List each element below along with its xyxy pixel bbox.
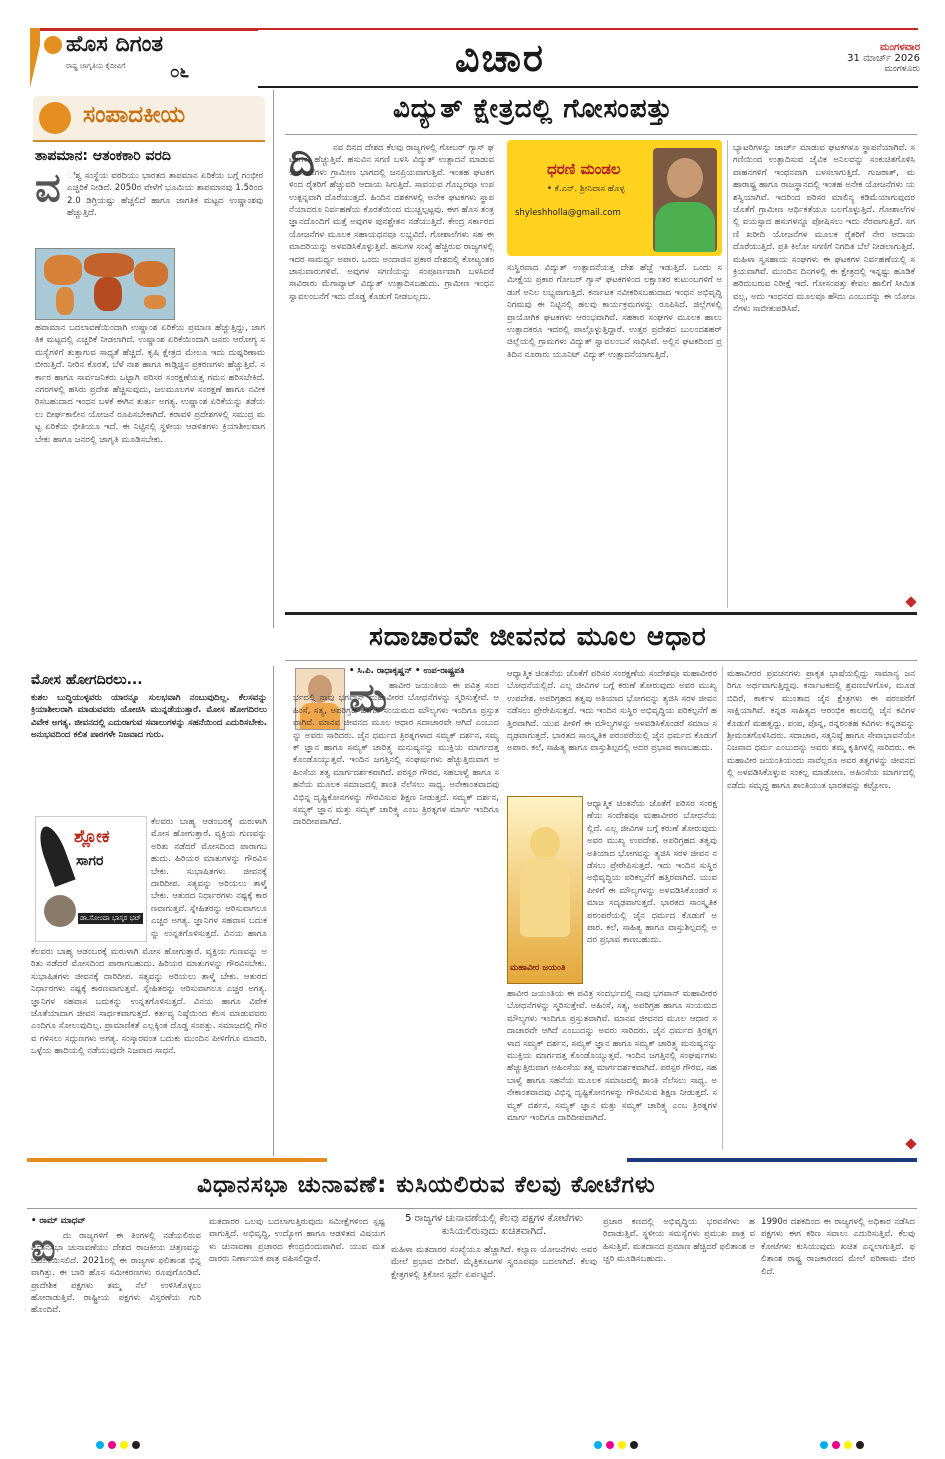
date-block bbox=[770, 42, 920, 74]
top-article-col1: ನವ ದಿನದ ದೇಶದ ಕೆಲವು ರಾಜ್ಯಗಳಲ್ಲಿ ಗೋಬರ್ ಗ್ಯಾಸ್ ಘಟಕಗಳು ಹೆಚ್ಚುತ್ತಿವೆ. ಹಸುವಿನ ಸಗಣಿ ಬಳಸಿ ವಿದ್ಯುತ್ ಉತ್ಪಾದನೆ ಮಾಡುವ ಯೋಜನೆಗಳು ಗ್ರಾಮೀಣ ಭಾಗದಲ್ಲಿ ಜನಪ್ರಿಯವಾಗುತ್ತಿವೆ. ಇಂತಹ ಘಟಕಗಳಿಂದ ರೈತರಿಗೆ ಹೆಚ್ಚುವರಿ ಆದಾಯ ಸಿಗುತ್ತಿದೆ. ಸಾವಯವ ಗೊಬ್ಬರವೂ ಉಪ ಉತ್ಪನ್ನವಾಗಿ ದೊರೆಯುತ್ತದೆ. ಹಿಂದಿನ ದಶಕಗಳಲ್ಲಿ ಅನೇಕ ಘಟಕಗಳು ಸ್ಥಾಪನೆಯಾದರೂ ನಿರ್ವಹಣೆಯ ಕೊರತೆಯಿಂದ ಮುಚ್ಚಲ್ಪಟ್ಟವು. ಈಗ ಹೊಸ ತಂತ್ರಜ್ಞಾನದೊಂದಿಗೆ ಮತ್ತೆ ಅವುಗಳ ಪುನಶ್ಚೇತನ ನಡೆಯುತ್ತಿದೆ. ಕೇಂದ್ರ ಸರ್ಕಾರದ ಯೋಜನೆಗಳ ಮೂಲಕ ಸಹಾಯಧನವೂ ಲಭ್ಯವಿದೆ. ಗೋಶಾಲೆಗಳು ಸಹ ಈ ಮಾದರಿಯನ್ನು ಅಳವಡಿಸಿಕೊಳ್ಳುತ್ತಿವೆ. ಹಸುಗಳ ಸಂಖ್ಯೆ ಹೆಚ್ಚಿರುವ ರಾಜ್ಯಗಳಲ್ಲಿ ಇದರ ಸಾಮರ್ಥ್ಯ ಅಪಾರ. ಒಂದು ಅಂದಾಜಿನ ಪ್ರಕಾರ ದೇಶದಲ್ಲಿ ಕೋಟ್ಯಂತರ ಜಾನುವಾರುಗಳಿವೆ. ಅವುಗಳ ಸಗಣಿಯನ್ನು ಸಂಪೂರ್ಣವಾಗಿ ಬಳಸಿದರೆ ಸಾವಿರಾರು ಮೆಗಾವ್ಯಾಟ್ ವಿದ್ಯುತ್ ಉತ್ಪಾದಿಸಬಹುದು. ಗ್ರಾಮೀಣ ಇಂಧನ ಸ್ವಾವಲಂಬನೆಗೆ ಇದು ದೊಡ್ಡ ಕೊಡುಗೆ ನೀಡಬಲ್ಲದು. bbox=[289, 143, 494, 302]
mahavira-image bbox=[507, 796, 583, 984]
left-column-body-side: ಕೆಲವರು ಬಾಹ್ಯ ಆಡಂಬರಕ್ಕೆ ಮರುಳಾಗಿ ಮೋಸ ಹೋಗುತ್ತಾರೆ. ವ್ಯಕ್ತಿಯ ಗುಣವನ್ನು ಅರಿತು ನಡೆದರೆ ಮೋಸದಿಂದ ಪಾರಾಗಬಹುದು. ಹಿರಿಯರ ಮಾತುಗಳನ್ನು ಗೌರವಿಸಬೇಕು. ಸುಭಾಷಿತಗಳು ಜೀವನಕ್ಕೆ ದಾರಿದೀಪ. ಸತ್ಯವನ್ನು ಅರಿಯಲು ತಾಳ್ಮೆ ಬೇಕು. ಆತುರದ ನಿರ್ಧಾರಗಳು ನಷ್ಟಕ್ಕೆ ಕಾರಣವಾಗುತ್ತವೆ. ಸ್ನೇಹಿತರನ್ನು ಆರಿಸುವಾಗಲೂ ಎಚ್ಚರ ಅಗತ್ಯ. ಜ್ಞಾನಿಗಳ ಸಹವಾಸ ಬದುಕನ್ನು ಉನ್ನತಗೊಳಿಸುತ್ತದೆ. ವಿನಯ ಹಾಗೂ bbox=[151, 817, 267, 939]
editorial-box bbox=[27, 90, 274, 628]
author-column-name: ಧರಣಿ ಮಂಡಲ bbox=[547, 160, 621, 178]
shloka-author-photo bbox=[44, 895, 76, 927]
top-article-rule bbox=[285, 134, 917, 135]
mahavira-caption: ಮಹಾವೀರ ಜಯಂತಿ bbox=[510, 963, 566, 973]
editorial-logo-icon bbox=[39, 102, 71, 134]
middle-article bbox=[285, 616, 917, 1154]
bottom-col5: 1990ರ ದಶಕದಿಂದ ಈ ರಾಜ್ಯಗಳಲ್ಲಿ ಅಧಿಕಾರ ನಡೆಸಿದ ಪಕ್ಷಗಳು ಈಗ ಕಠಿಣ ಸವಾಲು ಎದುರಿಸುತ್ತಿವೆ. ಕೆಲವು ಕೋಟೆಗಳು ಕುಸಿಯುವುದು ಖಚಿತ ಎನ್ನಲಾಗುತ್ತಿದೆ. ಫಲಿತಾಂಶ ರಾಷ್ಟ್ರ ರಾಜಕಾರಣದ ಮೇಲೆ ಪರಿಣಾಮ ಬೀರಲಿದೆ. bbox=[761, 1217, 915, 1277]
section-divider bbox=[285, 612, 917, 615]
middle-article-col2b: ಆಧ್ಯಾತ್ಮಿಕ ಚಿಂತನೆಯ ಜೊತೆಗೆ ಪರಿಸರ ಸಂರಕ್ಷಣೆಯ ಸಂದೇಶವೂ ಮಹಾವೀರರ ಬೋಧನೆಯಲ್ಲಿದೆ. ಎಲ್ಲ ಜೀವಿಗಳ ಬಗ್ಗೆ ಕರುಣೆ ತೋರುವುದು ಅವರ ಮುಖ್ಯ ಉಪದೇಶ. ಅಪರಿಗ್ರಹದ ತತ್ವವು ಅತಿಯಾದ ಭೋಗವನ್ನು ತ್ಯಜಿಸಿ ಸರಳ ಜೀವನ ನಡೆಸಲು ಪ್ರೇರೇಪಿಸುತ್ತದೆ. ಇದು ಇಂದಿನ ಸುಸ್ಥಿರ ಅಭಿವೃದ್ಧಿಯ ಪರಿಕಲ್ಪನೆಗೆ ಹತ್ತಿರವಾಗಿದೆ. ಯುವ ಪೀಳಿಗೆ ಈ ಮೌಲ್ಯಗಳನ್ನು ಅಳವಡಿಸಿಕೊಂಡರೆ ಸಮಾಜ ಸದೃಢವಾಗುತ್ತದೆ. ಭಾರತದ ಸಾಂಸ್ಕೃತಿಕ ಪರಂಪರೆಯಲ್ಲಿ ಜೈನ ಧರ್ಮದ ಕೊಡುಗೆ ಅಪಾರ. ಕಲೆ, ಸಾಹಿತ್ಯ ಹಾಗೂ ವಾಸ್ತುಶಿಲ್ಪದಲ್ಲಿ ಅದರ ಪ್ರಭಾವ ಕಾಣಬಹುದು. bbox=[587, 799, 717, 946]
shloka-box bbox=[35, 816, 147, 942]
masthead bbox=[0, 0, 945, 88]
quill-icon bbox=[34, 823, 75, 887]
middle-article-col2: ಆಧ್ಯಾತ್ಮಿಕ ಚಿಂತನೆಯ ಜೊತೆಗೆ ಪರಿಸರ ಸಂರಕ್ಷಣೆಯ ಸಂದೇಶವೂ ಮಹಾವೀರರ ಬೋಧನೆಯಲ್ಲಿದೆ. ಎಲ್ಲ ಜೀವಿಗಳ ಬಗ್ಗೆ ಕರುಣೆ ತೋರುವುದು ಅವರ ಮುಖ್ಯ ಉಪದೇಶ. ಅಪರಿಗ್ರಹದ ತತ್ವವು ಅತಿಯಾದ ಭೋಗವನ್ನು ತ್ಯಜಿಸಿ ಸರಳ ಜೀವನ ನಡೆಸಲು ಪ್ರೇರೇಪಿಸುತ್ತದೆ. ಇದು ಇಂದಿನ ಸುಸ್ಥಿರ ಅಭಿವೃದ್ಧಿಯ ಪರಿಕಲ್ಪನೆಗೆ ಹತ್ತಿರವಾಗಿದೆ. ಯುವ ಪೀಳಿಗೆ ಈ ಮೌಲ್ಯಗಳನ್ನು ಅಳವಡಿಸಿಕೊಂಡರೆ ಸಮಾಜ ಸದೃಢವಾಗುತ್ತದೆ. ಭಾರತದ ಸಾಂಸ್ಕೃತಿಕ ಪರಂಪರೆಯಲ್ಲಿ ಜೈನ ಧರ್ಮದ ಕೊಡುಗೆ ಅಪಾರ. ಕಲೆ, ಸಾಹಿತ್ಯ ಹಾಗೂ ವಾಸ್ತುಶಿಲ್ಪದಲ್ಲಿ ಅದರ ಪ್ರಭಾವ ಕಾಣಬಹುದು. bbox=[507, 669, 717, 754]
middle-article-col2c: ಹಾವೀರ ಜಯಂತಿಯ ಈ ಪವಿತ್ರ ಸಂದರ್ಭದಲ್ಲಿ ನಾವು ಭಗವಾನ್ ಮಹಾವೀರರ ಬೋಧನೆಗಳನ್ನು ಸ್ಮರಿಸುತ್ತೇವೆ. ಅಹಿಂಸೆ, ಸತ್ಯ, ಅಪರಿಗ್ರಹ ಹಾಗೂ ಸಂಯಮದ ಮೌಲ್ಯಗಳು ಇಂದಿಗೂ ಪ್ರಸ್ತುತವಾಗಿವೆ. ಮಾನವ ಜೀವನದ ಮೂಲ ಆಧಾರ ಸದಾಚಾರವೇ ಆಗಿದೆ ಎಂಬುದನ್ನು ಅವರು ಸಾರಿದರು. ಜೈನ ಧರ್ಮದ ತ್ರಿರತ್ನಗಳಾದ ಸಮ್ಯಕ್ ದರ್ಶನ, ಸಮ್ಯಕ್ ಜ್ಞಾನ ಹಾಗೂ ಸಮ್ಯಕ್ ಚಾರಿತ್ರ್ಯ ಮನುಷ್ಯನನ್ನು ಮುಕ್ತಿಯ ಮಾರ್ಗದತ್ತ ಕೊಂಡೊಯ್ಯುತ್ತವೆ. ಇಂದಿನ ಜಗತ್ತಿನಲ್ಲಿ ಸಂಘರ್ಷಗಳು ಹೆಚ್ಚುತ್ತಿರುವಾಗ ಅಹಿಂಸೆಯ ತತ್ವ ಮಾರ್ಗದರ್ಶಕವಾಗಿದೆ. ಪರಸ್ಪರ ಗೌರವ, ಸಹಬಾಳ್ವೆ ಹಾಗೂ ಸಹನೆಯ ಮೂಲಕ ಸಮಾಜದಲ್ಲಿ ಶಾಂತಿ ನೆಲೆಸಲು ಸಾಧ್ಯ. ಅನೇಕಾಂತವಾದವು ವಿಭಿನ್ನ ದೃಷ್ಟಿಕೋನಗಳನ್ನು ಗೌರವಿಸುವ ಶಿಕ್ಷಣ ನೀಡುತ್ತದೆ. ಸಮ್ಯಕ್ ದರ್ಶನ, ಸಮ್ಯಕ್ ಜ್ಞಾನ ಮತ್ತು ಸಮ್ಯಕ್ ಚಾರಿತ್ರ್ಯ ಎಂಬ ತ್ರಿರತ್ನಗಳ ಮಾರ್ಗ ಇಂದಿಗೂ ದಾರಿದೀಪವಾಗಿದೆ. bbox=[507, 989, 717, 1124]
middle-article-rule bbox=[285, 660, 917, 661]
bottom-drop-cap: ಐ bbox=[31, 1225, 56, 1269]
middle-article-col1: ಹಾವೀರ ಜಯಂತಿಯ ಈ ಪವಿತ್ರ ಸಂದರ್ಭದಲ್ಲಿ ನಾವು ಭಗವಾನ್ ಮಹಾವೀರರ ಬೋಧನೆಗಳನ್ನು ಸ್ಮರಿಸುತ್ತೇವೆ. ಅಹಿಂಸೆ, ಸತ್ಯ, ಅಪರಿಗ್ರಹ ಹಾಗೂ ಸಂಯಮದ ಮೌಲ್ಯಗಳು ಇಂದಿಗೂ ಪ್ರಸ್ತುತವಾಗಿವೆ. ಮಾನವ ಜೀವನದ ಮೂಲ ಆಧಾರ ಸದಾಚಾರವೇ ಆಗಿದೆ ಎಂಬುದನ್ನು ಅವರು ಸಾರಿದರು. ಜೈನ ಧರ್ಮದ ತ್ರಿರತ್ನಗಳಾದ ಸಮ್ಯಕ್ ದರ್ಶನ, ಸಮ್ಯಕ್ ಜ್ಞಾನ ಹಾಗೂ ಸಮ್ಯಕ್ ಚಾರಿತ್ರ್ಯ ಮನುಷ್ಯನನ್ನು ಮುಕ್ತಿಯ ಮಾರ್ಗದತ್ತ ಕೊಂಡೊಯ್ಯುತ್ತವೆ. ಇಂದಿನ ಜಗತ್ತಿನಲ್ಲಿ ಸಂಘರ್ಷಗಳು ಹೆಚ್ಚುತ್ತಿರುವಾಗ ಅಹಿಂಸೆಯ ತತ್ವ ಮಾರ್ಗದರ್ಶಕವಾಗಿದೆ. ಪರಸ್ಪರ ಗೌರವ, ಸಹಬಾಳ್ವೆ ಹಾಗೂ ಸಹನೆಯ ಮೂಲಕ ಸಮಾಜದಲ್ಲಿ ಶಾಂತಿ ನೆಲೆಸಲು ಸಾಧ್ಯ. ಅನೇಕಾಂತವಾದವು ವಿಭಿನ್ನ ದೃಷ್ಟಿಕೋನಗಳನ್ನು ಗೌರವಿಸುವ ಶಿಕ್ಷಣ ನೀಡುತ್ತದೆ. ಸಮ್ಯಕ್ ದರ್ಶನ, ಸಮ್ಯಕ್ ಜ್ಞಾನ ಮತ್ತು ಸಮ್ಯಕ್ ಚಾರಿತ್ರ್ಯ ಎಂಬ ತ್ರಿರತ್ನಗಳ ಮಾರ್ಗ ಇಂದಿಗೂ ದಾರಿದೀಪವಾಗಿದೆ. bbox=[293, 681, 499, 828]
left-column-headline: ಮೋಸ ಹೋಗದಿರಲು... bbox=[31, 672, 143, 688]
masthead-stripe-red bbox=[258, 28, 918, 30]
bottom-col3: ಮಹಿಳಾ ಮತದಾರರ ಸಂಖ್ಯೆಯೂ ಹೆಚ್ಚಾಗಿದೆ. ಕಲ್ಯಾಣ ಯೋಜನೆಗಳು ಅವರ ಮೇಲೆ ಪ್ರಭಾವ ಬೀರಿವೆ. ಮೈತ್ರಿಕೂಟಗಳ ಸ್ವರೂಪವೂ ಬದಲಾಗಿದೆ. ಕೆಲವು ಕ್ಷೇತ್ರಗಳಲ್ಲಿ ತ್ರಿಕೋನ ಸ್ಪರ್ಧೆ ಏರ್ಪಟ್ಟಿದೆ. bbox=[391, 1245, 597, 1280]
left-column-intro: ಕುಶಲ ಬುದ್ಧಿಯುಳ್ಳವರು ಯಾರನ್ನೂ ಸುಲಭವಾಗಿ ನಂಬುವುದಿಲ್ಲ. ಕೆಲಸವನ್ನು ಕ್ರಿಯಾಶೀಲರಾಗಿ ಮಾಡುವವರು ಯೋಚಿಸಿ ಮುನ್ನಡೆಯುತ್ತಾರೆ. ಮೋಸ ಹೋಗದಿರಲು ವಿವೇಕ ಅಗತ್ಯ. ಜೀವನದಲ್ಲಿ ಎದುರಾಗುವ ಸವಾಲುಗಳನ್ನು ಸಹನೆಯಿಂದ ಎದುರಿಸಬೇಕು. ಅನುಭವದಿಂದ ಕಲಿತ ಪಾಠಗಳೇ ನಿಜವಾದ ಗುರು. bbox=[31, 693, 267, 741]
middle-author: • ಸಿ.ಪಿ. ರಾಧಾಕೃಷ್ಣನ್ • ಉಪ-ರಾಷ್ಟ್ರಪತಿ bbox=[349, 666, 465, 676]
paper-tagline: ರಾಷ್ಟ್ರ ಜಾಗೃತಿಯ ಕೈದೀವಿಗೆ bbox=[66, 62, 126, 70]
left-column-body: ಕೆಲವರು ಬಾಹ್ಯ ಆಡಂಬರಕ್ಕೆ ಮರುಳಾಗಿ ಮೋಸ ಹೋಗುತ್ತಾರೆ. ವ್ಯಕ್ತಿಯ ಗುಣವನ್ನು ಅರಿತು ನಡೆದರೆ ಮೋಸದಿಂದ ಪಾರಾಗಬಹುದು. ಹಿರಿಯರ ಮಾತುಗಳನ್ನು ಗೌರವಿಸಬೇಕು. ಸುಭಾಷಿತಗಳು ಜೀವನಕ್ಕೆ ದಾರಿದೀಪ. ಸತ್ಯವನ್ನು ಅರಿಯಲು ತಾಳ್ಮೆ ಬೇಕು. ಆತುರದ ನಿರ್ಧಾರಗಳು ನಷ್ಟಕ್ಕೆ ಕಾರಣವಾಗುತ್ತವೆ. ಸ್ನೇಹಿತರನ್ನು ಆರಿಸುವಾಗಲೂ ಎಚ್ಚರ ಅಗತ್ಯ. ಜ್ಞಾನಿಗಳ ಸಹವಾಸ ಬದುಕನ್ನು ಉನ್ನತಗೊಳಿಸುತ್ತದೆ. ವಿನಯ ಹಾಗೂ ವಿವೇಕ ಜೊತೆಯಾದಾಗ ಜೀವನ ಸಾರ್ಥಕವಾಗುತ್ತದೆ. ಕರ್ತವ್ಯ ನಿಷ್ಠೆಯಿಂದ ಕೆಲಸ ಮಾಡುವವರು ಎಂದಿಗೂ ಸೋಲುವುದಿಲ್ಲ. ಪ್ರಾಮಾಣಿಕತೆ ಎಲ್ಲಕ್ಕಿಂತ ದೊಡ್ಡ ಸಂಪತ್ತು. ಸಮಾಜದಲ್ಲಿ ಗೌರವ ಗಳಿಸಲು ಸದ್ಗುಣಗಳು ಅಗತ್ಯ. ಸಂಸ್ಕಾರವಂತ ಬದುಕು ಮುಂದಿನ ಪೀಳಿಗೆಗೂ ಮಾದರಿ. ಒಳ್ಳೆಯ ಹಾದಿಯಲ್ಲಿ ನಡೆಯುವುದೇ ನಿಜವಾದ ಸಾಧನೆ. bbox=[31, 947, 267, 1057]
bottom-article-headline: ವಿಧಾನಸಭಾ ಚುನಾವಣೆ: ಕುಸಿಯಲಿರುವ ಕೆಲವು ಕೋಟೆಗಳು bbox=[197, 1172, 656, 1198]
editorial-headline: ತಾಪಮಾನ: ಆತಂಕಕಾರಿ ವರದಿ bbox=[35, 148, 171, 164]
top-article-col-divider bbox=[727, 140, 728, 608]
top-article-headline: ವಿದ್ಯುತ್ ಕ್ಷೇತ್ರದಲ್ಲಿ ಗೋಸಂಪತ್ತು bbox=[393, 94, 673, 124]
editorial-body: ಹವಾಮಾನ ಬದಲಾವಣೆಯಿಂದಾಗಿ ಉಷ್ಣಾಂಶ ಏರಿಕೆಯ ಪ್ರಮಾಣ ಹೆಚ್ಚುತ್ತಿದ್ದು, ಜಾಗತಿಕ ಮಟ್ಟದಲ್ಲಿ ಎಚ್ಚರಿಕೆ ನೀಡಲಾಗಿದೆ. ಉಷ್ಣಾಂಶ ಏರಿಕೆಯಿಂದಾಗಿ ಜನರು ಆರೋಗ್ಯ ಸಮಸ್ಯೆಗಳಿಗೆ ತುತ್ತಾಗುವ ಸಾಧ್ಯತೆ ಹೆಚ್ಚಿದೆ. ಕೃಷಿ ಕ್ಷೇತ್ರದ ಮೇಲೂ ಇದು ದುಷ್ಪರಿಣಾಮ ಬೀರುತ್ತಿದೆ. ನೀರಿನ ಕೊರತೆ, ಬೆಳೆ ನಾಶ ಹಾಗೂ ಕಾಡ್ಗಿಚ್ಚಿನ ಪ್ರಕರಣಗಳು ಹೆಚ್ಚುತ್ತಿವೆ. ಸರ್ಕಾರ ಹಾಗೂ ಸಾರ್ವಜನಿಕರು ಒಟ್ಟಾಗಿ ಪರಿಸರ ಸಂರಕ್ಷಣೆಯತ್ತ ಗಮನ ಹರಿಸಬೇಕಿದೆ. ನಗರಗಳಲ್ಲಿ ಹಸಿರು ಪ್ರದೇಶ ಹೆಚ್ಚಿಸುವುದು, ಜಲಮೂಲಗಳ ಸಂರಕ್ಷಣೆ ಹಾಗೂ ನವೀಕರಿಸಬಹುದಾದ ಇಂಧನ ಬಳಕೆ ಈಗಿನ ತುರ್ತು ಅಗತ್ಯ. ಉಷ್ಣಾಂಶ ಏರಿಕೆಯನ್ನು ತಡೆಯಲು ದೀರ್ಘಕಾಲೀನ ಯೋಜನೆ ರೂಪಿಸಬೇಕಾಗಿದೆ. ಕರಾವಳಿ ಪ್ರದೇಶಗಳಲ್ಲಿ ಸಮುದ್ರ ಮಟ್ಟ ಏರಿಕೆಯ ಭೀತಿಯೂ ಇದೆ. ಈ ನಿಟ್ಟಿನಲ್ಲಿ ಸ್ಥಳೀಯ ಆಡಳಿತಗಳು ಕ್ರಿಯಾಶೀಲವಾಗಬೇಕು ಹಾಗೂ ಜನರಲ್ಲಿ ಜಾಗೃತಿ ಮೂಡಿಸಬೇಕು. bbox=[35, 323, 265, 445]
paper-logo-icon bbox=[44, 36, 62, 54]
top-article bbox=[285, 90, 917, 610]
date-label: 31 ಮಾರ್ಚ್ 2026 bbox=[847, 53, 920, 64]
bottom-col2: ಮತದಾರರ ಒಲವು ಬದಲಾಗುತ್ತಿರುವುದು ಸಮೀಕ್ಷೆಗಳಿಂದ ಸ್ಪಷ್ಟವಾಗುತ್ತಿದೆ. ಅಭಿವೃದ್ಧಿ, ಉದ್ಯೋಗ ಹಾಗೂ ಆಡಳಿತದ ವಿಷಯಗಳು ಚುನಾವಣಾ ಪ್ರಚಾರದ ಕೇಂದ್ರಬಿಂದುವಾಗಿವೆ. ಯುವ ಮತದಾರರು ನಿರ್ಣಾಯಕ ಪಾತ್ರ ವಹಿಸಲಿದ್ದಾರೆ. bbox=[209, 1217, 385, 1265]
bottom-col4: ಪ್ರಚಾರ ಕಣದಲ್ಲಿ ಅಭಿವೃದ್ಧಿಯ ಭರವಸೆಗಳು ಹರಿದಾಡುತ್ತಿವೆ. ಸ್ಥಳೀಯ ಸಮಸ್ಯೆಗಳು ಪ್ರಮುಖ ಪಾತ್ರ ವಹಿಸುತ್ತಿವೆ. ಮತದಾನದ ಪ್ರಮಾಣ ಹೆಚ್ಚಿದರೆ ಫಲಿತಾಂಶ ಅಚ್ಚರಿ ಮೂಡಿಸಬಹುದು. bbox=[603, 1217, 755, 1265]
bottom-col1: ದು ರಾಜ್ಯಗಳಿಗೆ ಈ ತಿಂಗಳಲ್ಲಿ ನಡೆಯಲಿರುವ ವಿಧಾನಸಭಾ ಚುನಾವಣೆಯು ದೇಶದ ರಾಜಕೀಯ ಚಿತ್ರಣವನ್ನು ಬದಲಾಯಿಸಲಿದೆ. 2021ರಲ್ಲಿ ಈ ರಾಜ್ಯಗಳ ಫಲಿತಾಂಶ ಭಿನ್ನವಾಗಿತ್ತು. ಈ ಬಾರಿ ಹೊಸ ಸಮೀಕರಣಗಳು ರೂಪುಗೊಂಡಿವೆ. ಪ್ರಾದೇಶಿಕ ಪಕ್ಷಗಳು ತಮ್ಮ ನೆಲೆ ಉಳಿಸಿಕೊಳ್ಳಲು ಹೋರಾಡುತ್ತಿವೆ. ರಾಷ್ಟ್ರೀಯ ಪಕ್ಷಗಳು ವಿಸ್ತರಣೆಯ ಗುರಿ ಹೊಂದಿವೆ. bbox=[31, 1231, 201, 1316]
top-article-col2: ಸುಸ್ಥಿರವಾದ ವಿದ್ಯುತ್ ಉತ್ಪಾದನೆಯತ್ತ ದೇಶ ಹೆಜ್ಜೆ ಇಡುತ್ತಿದೆ. ಒಂದು ಸಮೀಕ್ಷೆಯ ಪ್ರಕಾರ ಗೋಬರ್ ಗ್ಯಾಸ್ ಘಟಕಗಳಿಂದ ಲಕ್ಷಾಂತರ ಕುಟುಂಬಗಳಿಗೆ ಅಡುಗೆ ಅನಿಲ ಲಭ್ಯವಾಗುತ್ತಿದೆ. ಕರ್ನಾಟಕ ನವೀಕರಿಸಬಹುದಾದ ಇಂಧನ ಅಭಿವೃದ್ಧಿ ನಿಗಮವು ಈ ನಿಟ್ಟಿನಲ್ಲಿ ಹಲವು ಕಾರ್ಯಕ್ರಮಗಳನ್ನು ರೂಪಿಸಿದೆ. ಜಿಲ್ಲೆಗಳಲ್ಲಿ ಪ್ರಾಯೋಗಿಕ ಘಟಕಗಳು ಆರಂಭವಾಗಿವೆ. ಸಹಕಾರ ಸಂಘಗಳ ಮೂಲಕ ಹಾಲು ಉತ್ಪಾದಕರೂ ಇದರಲ್ಲಿ ಪಾಲ್ಗೊಳ್ಳುತ್ತಿದ್ದಾರೆ. ಉತ್ತರ ಪ್ರದೇಶದ ಬುಲಂದಶಹರ್ ಜಿಲ್ಲೆಯಲ್ಲಿ ಗ್ರಾಮಗಳು ವಿದ್ಯುತ್ ಸ್ವಾವಲಂಬನೆ ಸಾಧಿಸಿವೆ. ಅಲ್ಲಿನ ಘಟಕದಿಂದ ಪ್ರತಿದಿನ ನೂರಾರು ಯೂನಿಟ್ ವಿದ್ಯುತ್ ಉತ್ಪಾದನೆಯಾಗುತ್ತಿದೆ. bbox=[507, 263, 722, 360]
world-heat-map bbox=[35, 248, 175, 320]
top-article-drop-cap: ದಿ bbox=[289, 139, 315, 185]
bottom-article-rule bbox=[27, 1208, 917, 1209]
bottom-author: • ರಾಮ್ ಮಾಧವ್ bbox=[31, 1216, 86, 1226]
editorial-banner-title: ಸಂಪಾದಕೀಯ bbox=[83, 102, 186, 128]
middle-col-divider bbox=[722, 666, 723, 1150]
editorial-intro: ಿಶ್ವ ಸಂಸ್ಥೆಯ ವರದಿಯು ಭಾರತದ ತಾಪಮಾನ ಏರಿಕೆಯ ಬಗ್ಗೆ ಗಂಭೀರ ಎಚ್ಚರಿಕೆ ನೀಡಿದೆ. 2050ರ ವೇಳೆಗೆ ಭೂಮಿಯ ತಾಪಮಾನವು 1.5ರಿಂದ 2.0 ಡಿಗ್ರಿಯಷ್ಟು ಹೆಚ್ಚಲಿದೆ ಹಾಗೂ ಜಾಗತಿಕ ಮಟ್ಟದ ಉಷ್ಣಾಂಶವು ಹೆಚ್ಚುತ್ತಿದೆ. bbox=[67, 171, 263, 219]
editorial-drop-cap: ವ bbox=[35, 165, 61, 211]
author-card bbox=[507, 140, 722, 256]
shloka-subtitle: ಸಾಗರ bbox=[76, 853, 104, 869]
left-column-article bbox=[27, 666, 274, 1156]
bottom-article bbox=[27, 1164, 917, 1432]
page-number: ೦೬ bbox=[170, 62, 190, 82]
day-label: ಮಂಗಳವಾರ bbox=[879, 42, 920, 53]
edition-label: ಮಂಗಳೂರು bbox=[884, 64, 920, 74]
bottom-band-colors bbox=[27, 1158, 917, 1162]
middle-drop-cap: ಮ bbox=[349, 675, 388, 721]
author-photo bbox=[653, 148, 717, 252]
author-byline: • ಕೆ.ಎನ್. ಶ್ರೀನಿವಾಸ ಹೊಳ್ಳ bbox=[547, 184, 625, 194]
paper-name: ಹೊಸ ದಿಗಂತ bbox=[66, 32, 164, 57]
bottom-subhead: 5 ರಾಜ್ಯಗಳ ಚುನಾವಣೆಯಲ್ಲಿ ಕೆಲವು ಪಕ್ಷಗಳ ಕೋಟೆಗಳು ಕುಸಿಯಲಿರುವುದು ಖಚಿತವಾಗಿದೆ. bbox=[405, 1213, 583, 1237]
middle-article-col3: ಮಹಾವೀರರ ಪ್ರವಚನಗಳು ಪ್ರಾಕೃತ ಭಾಷೆಯಲ್ಲಿದ್ದು ಸಾಮಾನ್ಯ ಜನರಿಗೂ ಅರ್ಥವಾಗುತ್ತಿದ್ದವು. ಕರ್ನಾಟಕದಲ್ಲಿ ಶ್ರವಣಬೆಳಗೊಳ, ಮೂಡಬಿದಿರೆ, ಕಾರ್ಕಳ ಮುಂತಾದ ಜೈನ ಕ್ಷೇತ್ರಗಳು ಈ ಪರಂಪರೆಗೆ ಸಾಕ್ಷಿಯಾಗಿವೆ. ಕನ್ನಡ ಸಾಹಿತ್ಯದ ಆರಂಭಿಕ ಕಾಲದಲ್ಲಿ ಜೈನ ಕವಿಗಳ ಕೊಡುಗೆ ಮಹತ್ವದ್ದು. ಪಂಪ, ಪೊನ್ನ, ರನ್ನರಂತಹ ಕವಿಗಳು ಕನ್ನಡವನ್ನು ಶ್ರೀಮಂತಗೊಳಿಸಿದರು. ಸದಾಚಾರ, ಸತ್ಯನಿಷ್ಠೆ ಹಾಗೂ ಸೇವಾಭಾವನೆಯೇ ನಿಜವಾದ ಧರ್ಮ ಎಂಬುದನ್ನು ಅವರು ತಮ್ಮ ಕೃತಿಗಳಲ್ಲಿ ಸಾರಿದರು. ಈ ಮಹಾವೀರ ಜಯಂತಿಯಂದು ನಾವೆಲ್ಲರೂ ಅವರ ತತ್ವಗಳನ್ನು ಜೀವನದಲ್ಲಿ ಅಳವಡಿಸಿಕೊಳ್ಳುವ ಸಂಕಲ್ಪ ಮಾಡೋಣ. ಅಹಿಂಸೆಯ ಮಾರ್ಗದಲ್ಲಿ ನಡೆದು ಸಮೃದ್ಧ ಹಾಗೂ ಶಾಂತಿಯುತ ಭಾರತವನ್ನು ಕಟ್ಟೋಣ. bbox=[727, 669, 915, 791]
middle-article-headline: ಸದಾಚಾರವೇ ಜೀವನದ ಮೂಲ ಆಧಾರ bbox=[369, 622, 707, 652]
author-email: shyleshholla@gmail.com bbox=[515, 208, 621, 218]
shloka-title: ಶ್ಲೋಕ bbox=[74, 827, 110, 847]
top-article-col3: ಬ್ಯಾಟರಿಗಳನ್ನು ಚಾರ್ಜ್ ಮಾಡುವ ಘಟಕಗಳೂ ಸ್ಥಾಪನೆಯಾಗಿವೆ. ಸಗಣಿಯಿಂದ ಉತ್ಪಾದಿಸುವ ಜೈವಿಕ ಅನಿಲವನ್ನು ಸಂಕುಚಿತಗೊಳಿಸಿ ವಾಹನಗಳಿಗೆ ಇಂಧನವಾಗಿ ಬಳಸಲಾಗುತ್ತಿದೆ. ಗುಜರಾತ್, ಮಹಾರಾಷ್ಟ್ರ ಹಾಗೂ ರಾಜಸ್ಥಾನದಲ್ಲಿ ಇಂತಹ ಅನೇಕ ಯೋಜನೆಗಳು ಯಶಸ್ವಿಯಾಗಿವೆ. ಇದರಿಂದ ಪರಿಸರ ಮಾಲಿನ್ಯ ಕಡಿಮೆಯಾಗುವುದರ ಜೊತೆಗೆ ಗ್ರಾಮೀಣ ಆರ್ಥಿಕತೆಯೂ ಬಲಗೊಳ್ಳುತ್ತಿದೆ. ಗೋಶಾಲೆಗಳಲ್ಲಿ ವಯಸ್ಸಾದ ಹಸುಗಳನ್ನೂ ಪೋಷಿಸಲು ಇದು ನೆರವಾಗುತ್ತಿದೆ. ಸಗಣಿ ಖರೀದಿ ಯೋಜನೆಗಳ ಮೂಲಕ ರೈತರಿಗೆ ನೇರ ಆದಾಯ ದೊರೆಯುತ್ತಿದೆ. ಪ್ರತಿ ಕಿಲೋ ಸಗಣಿಗೆ ನಿಗದಿತ ಬೆಲೆ ನೀಡಲಾಗುತ್ತಿದೆ. ಮಹಿಳಾ ಸ್ವಸಹಾಯ ಸಂಘಗಳು ಈ ಘಟಕಗಳ ನಿರ್ವಹಣೆಯಲ್ಲಿ ಸಕ್ರಿಯವಾಗಿವೆ. ಮುಂದಿನ ದಿನಗಳಲ್ಲಿ ಈ ಕ್ಷೇತ್ರದಲ್ಲಿ ಇನ್ನಷ್ಟು ಹೂಡಿಕೆ ಹರಿದುಬರುವ ನಿರೀಕ್ಷೆ ಇದೆ. ಗೋಸಂಪತ್ತು ಕೇವಲ ಹಾಲಿಗೆ ಸೀಮಿತವಲ್ಲ, ಅದು ಇಂಧನದ ಮೂಲವೂ ಹೌದು ಎಂಬುದನ್ನು ಈ ಯೋಜನೆಗಳು ಸಾಬೀತುಪಡಿಸಿವೆ. bbox=[733, 143, 915, 315]
shloka-author: ಡಾ.ಸೋಂದಾ ಭಾಸ್ಕರ ಭಟ್ bbox=[80, 914, 142, 922]
masthead-rule bbox=[258, 86, 918, 88]
section-title: ವಿಚಾರ bbox=[455, 36, 545, 80]
